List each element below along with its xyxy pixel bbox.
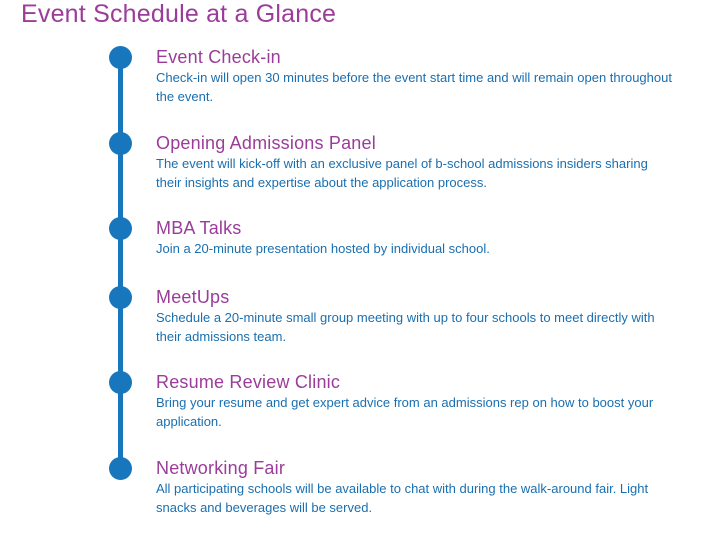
event-title-meetups: MeetUps [156,287,230,307]
timeline-dot [109,132,132,155]
timeline-dot [109,286,132,309]
event-description-resume-review: Bring your resume and get expert advice from an admissions rep on how to boost your application. [156,395,654,429]
event-description-check-in: Check-in will open 30 minutes before the event start time and will remain open throughout the event. [156,70,672,104]
timeline-dot [109,217,132,240]
timeline-dot [109,371,132,394]
event-description-meetups: Schedule a 20-minute small group meeting with up to four schools to meet directly with their admissions team. [156,310,655,344]
timeline-dot [109,46,132,69]
page-title: Event Schedule at a Glance [21,0,337,28]
timeline-dot [109,457,132,480]
event-title-networking-fair: Networking Fair [156,458,286,478]
event-title-resume-review: Resume Review Clinic [156,372,341,392]
event-title-opening-panel: Opening Admissions Panel [156,133,376,153]
event-description-opening-panel: The event will kick-off with an exclusive panel of b-school admissions insiders sharing their insights and expertise about the application process. [156,156,648,190]
event-title-check-in: Event Check-in [156,47,281,67]
timeline-line [118,56,123,470]
event-title-mba-talks: MBA Talks [156,218,242,238]
event-description-mba-talks: Join a 20-minute presentation hosted by individual school. [156,241,490,256]
event-description-networking-fair: All participating schools will be available to chat with during the walk-around fair. Light snacks and beverages will be served. [156,481,649,515]
